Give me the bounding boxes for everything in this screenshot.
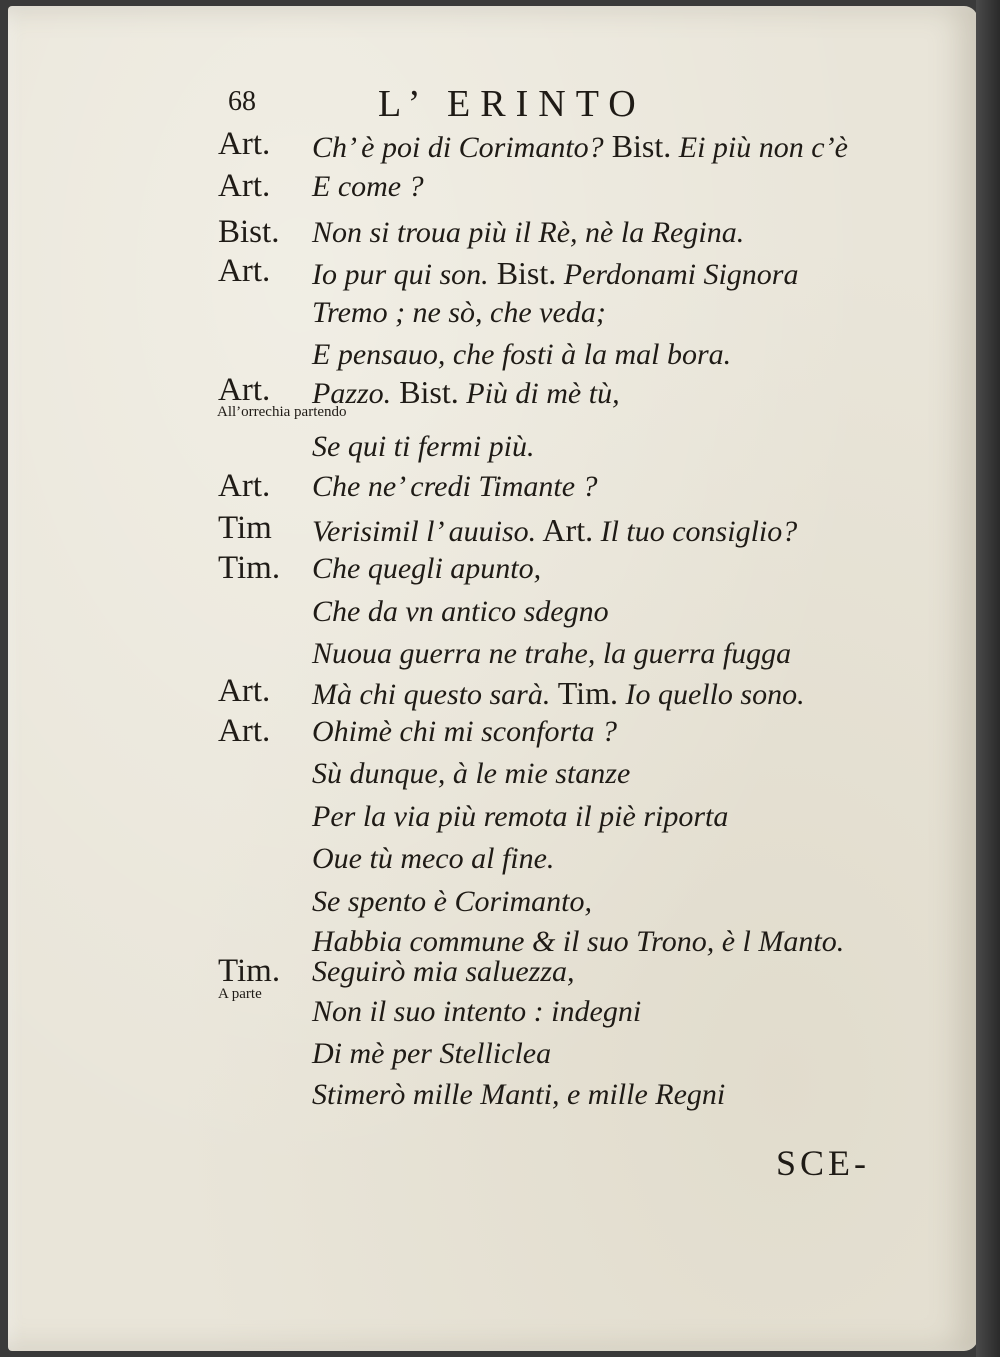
verse-line — [312, 637, 791, 671]
verse-line — [312, 128, 848, 165]
speaker-label: Tim. — [218, 550, 281, 586]
verse-line — [312, 675, 805, 712]
speaker-label: Art. — [218, 126, 271, 162]
verse-line — [312, 430, 534, 464]
verse-segment: Oue tù meco al fine. — [312, 842, 555, 875]
verse-line — [312, 800, 728, 834]
verse-line — [312, 170, 424, 204]
speaker-label: Art. — [218, 253, 271, 289]
speaker-label: Art. — [218, 372, 271, 408]
verse-segment: Che ne’ credi Timante ? — [312, 470, 598, 503]
verse-segment: Di mè per Stelliclea — [312, 1037, 552, 1070]
speaker-label: Art. — [218, 673, 271, 709]
verse-line — [312, 842, 554, 876]
verse-line — [312, 470, 598, 504]
verse-segment: Verisimil l’ auuiso. — [312, 515, 537, 548]
verse-line — [312, 885, 592, 919]
verse-segment: Non si troua più il Rè, nè la Regina. — [312, 216, 745, 249]
verse-line — [312, 216, 744, 250]
speaker-label: Tim. — [218, 953, 281, 989]
verse-segment: Io quello sono. — [617, 678, 805, 711]
book-binding — [976, 0, 1000, 1357]
verse-segment: Io pur qui son. — [312, 258, 489, 291]
verse-line — [312, 552, 541, 586]
verse-line — [312, 595, 609, 629]
speaker-label: Art. — [218, 713, 271, 749]
verse-segment: Ch’ è poi di Corimanto? — [312, 131, 604, 164]
verse-segment: Mà chi questo sarà. — [312, 678, 551, 711]
running-title: L’ ERINTO — [378, 83, 646, 125]
verse-segment: Tremo ; ne sò, che veda; — [312, 296, 606, 329]
verse-segment: Per la via più remota il piè riporta — [312, 800, 729, 833]
speaker-label: Tim — [218, 510, 272, 546]
stage-direction-ear: All’orrechia partendo — [217, 404, 347, 420]
verse-segment: Pazzo. — [312, 377, 392, 410]
verse-segment: E come ? — [312, 170, 424, 203]
verse-segment: Habbia commune & il suo Trono, è l Manto. — [312, 925, 845, 958]
page-number: 68 — [228, 86, 256, 117]
verse-segment: Più di mè tù, — [458, 377, 620, 410]
catchword: SCE- — [776, 1143, 871, 1183]
verse-segment: Che quegli apunto, — [312, 552, 542, 585]
stage-direction-aside: A parte — [218, 986, 262, 1002]
verse-line — [312, 1037, 551, 1071]
speaker-label: Art. — [218, 468, 271, 504]
verse-line — [312, 925, 844, 959]
verse-line — [312, 512, 797, 549]
page-header — [228, 82, 728, 126]
verse-segment: Seguirò mia saluezza, — [312, 955, 575, 988]
inline-speaker: Art. — [536, 512, 594, 548]
verse-line — [312, 255, 798, 292]
verse-segment: Non il suo intento : indegni — [312, 995, 642, 1028]
verse-segment: Il tuo consiglio? — [593, 515, 798, 548]
inline-speaker: Bist. — [391, 374, 459, 410]
verse-line — [312, 715, 617, 749]
verse-segment: E pensauo, che fosti à la mal bora. — [312, 338, 732, 371]
verse-segment: Sù dunque, à le mie stanze — [312, 757, 631, 790]
verse-line — [312, 995, 641, 1029]
inline-speaker: Bist. — [488, 255, 557, 291]
verse-line — [312, 1078, 725, 1112]
verse-segment: Nuoua guerra ne trahe, la guerra fugga — [312, 637, 792, 670]
verse-segment: Ohimè chi mi sconforta ? — [312, 715, 617, 748]
inline-speaker: Bist. — [603, 128, 672, 164]
verse-line — [312, 296, 606, 330]
verse-line — [312, 374, 620, 411]
verse-segment: Ei più non c’è — [671, 131, 848, 164]
speaker-label: Bist. — [218, 214, 280, 250]
verse-line — [312, 955, 575, 989]
verse-segment: Se qui ti fermi più. — [312, 430, 535, 463]
inline-speaker: Tim. — [550, 675, 618, 711]
speaker-label: Art. — [218, 168, 271, 204]
verse-line — [312, 338, 731, 372]
verse-segment: Se spento è Corimanto, — [312, 885, 592, 918]
verse-segment: Perdonami Signora — [556, 258, 799, 291]
verse-segment: Che da vn antico sdegno — [312, 595, 609, 628]
verse-line — [312, 757, 630, 791]
verse-segment: Stimerò mille Manti, e mille Regni — [312, 1078, 726, 1111]
